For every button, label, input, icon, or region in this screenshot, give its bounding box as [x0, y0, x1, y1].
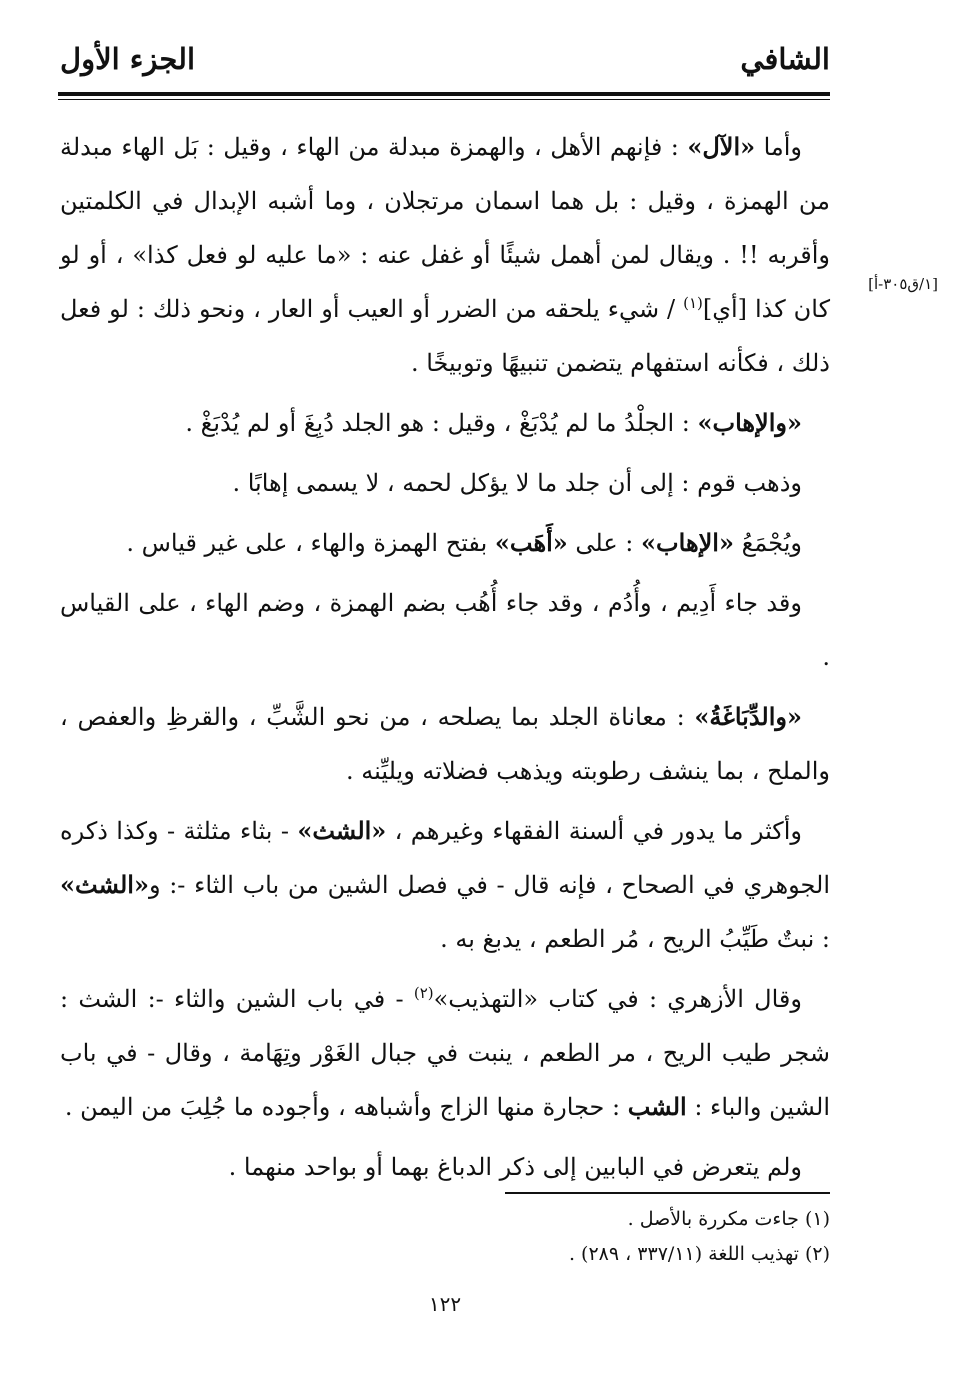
footnote: (٢) تهذيب اللغة (٣٣٧/١١ ، ٢٨٩) .: [568, 1243, 830, 1265]
term-bold: «الآل»: [687, 132, 756, 161]
volume-label: الجزء الأول: [60, 42, 196, 76]
paragraph: ولم يتعرض في البابين إلى ذكر الدباغ بهما أو بواحد منهما .: [228, 1153, 802, 1181]
term-bold: «والدِّبَاغَةُ»: [694, 702, 802, 731]
header-rule-thick: [58, 92, 830, 96]
term-bold: «الشث»: [60, 870, 149, 899]
paragraph: وذهب قوم : إلى أن جلد ما لا يؤكل لحمه ، لا يسمى إهابًا .: [232, 469, 802, 497]
paragraph: وقد جاء أَدِيم ، وأُدُم ، وقد جاء أُهُب بضم الهمزة ، وضم الهاء ، على القياس .: [60, 589, 830, 671]
footnote-separator: [505, 1192, 830, 1194]
term-bold: «الإهاب»: [641, 528, 734, 557]
paragraph: وأكثر ما يدور في ألسنة الفقهاء وغيرهم ، «الشث» - بثاء مثلثة - وكذا ذكره الجوهري في الصحاح ، فإنه قال - في فصل الشين من باب الثاء -: و«الشث» : نبتٌ طَيِّبُ الريح ، مُر الطعم ، يدبغ به .: [60, 816, 830, 953]
paragraph: «والدِّبَاغَةُ» : معاناة الجلد بما يصلحه ، من نحو الشَّبِّ ، والقرظِ والعفص ، والملح ، بما ينشف رطوبته ويذهب فضلاته ويليِّنه .: [60, 702, 830, 785]
paragraph: ويُجْمَعُ «الإهاب» : على «أَهَب» بفتح الهمزة والهاء ، على غير قياس .: [126, 528, 802, 557]
paragraph: وأما «الآل» : فإنهم الأهل ، والهمزة مبدلة من الهاء ، وقيل : بَل الهاء مبدلة من الهمزة ، وقيل : بل هما اسمان مرتجلان ، وما أشبه الإبدال في الكلمتين وأقربه !! . ويقال لمن أهمل شيئًا أو غفل عنه : «ما عليه لو فعل كذا» ، أو لو كان كذا [أي]$^{(١)}$ / شيء يلحقه من الضرر أو العيب أو العار ، ونحو ذلك : لو فعل ذلك ، فكأنه استفهام يتضمن تنبيهًا وتوبيخًا .: [60, 132, 830, 377]
main-text: [60, 120, 830, 1200]
term-bold: «والإهاب»: [697, 408, 802, 437]
term-bold: الشب: [627, 1092, 687, 1121]
paragraph: وقال الأزهري : في كتاب «التهذيب»$^{(٢)}$ - في باب الشين والثاء -: الشث : شجر طيب الريح ، مر الطعم ، ينبت في جبال الغَوْر وتِهَامة ، وقال - في باب الشين والباء : الشب : حجارة منها الزاج وأشباهه ، وأجوده ما جُلِبَ من اليمن .: [60, 984, 830, 1121]
term-bold: «الشث»: [297, 816, 387, 845]
term-bold: «أَهَب»: [494, 528, 568, 557]
book-title: الشافي: [740, 42, 830, 76]
margin-manuscript-reference: [١/ق٣٠٥-أ]: [868, 275, 938, 293]
footnote-ref: (٢): [413, 984, 434, 1002]
header-rule-thin: [58, 99, 830, 100]
footnote: (١) جاءت مكررة بالأصل .: [627, 1208, 830, 1230]
paragraph: «والإهاب» : الجلْدُ ما لم يُدْبَغْ ، وقيل : هو الجلد دُبِغَ أو لم يُدْبَغْ .: [185, 408, 802, 437]
page-number: ١٢٢: [428, 1292, 462, 1316]
footnote-ref: (١): [683, 294, 703, 312]
